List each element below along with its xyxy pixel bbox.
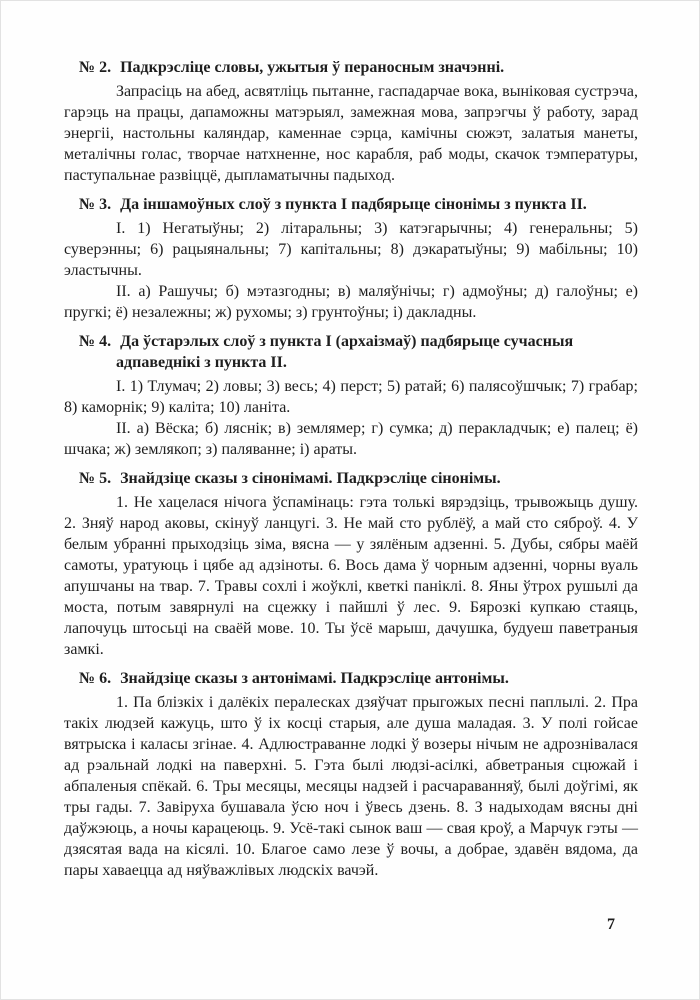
exercise-number: № 4.: [79, 333, 112, 350]
exercise-paragraph: II. а) Вёска; б) ляснік; в) землямер; г) сумка; д) перакладчык; е) палец; ё) шчака; ж) землякоп; з) паляванне; і) араты.: [64, 420, 638, 458]
exercise-title: Знайдзіце сказы з антонімамі. Падкрэсліце антонімы.: [120, 670, 509, 687]
exercise-5: [64, 468, 638, 660]
exercise-number: № 6.: [79, 670, 112, 687]
exercise-3: [64, 194, 638, 323]
exercise-paragraph: I. 1) Негатыўны; 2) літаральны; 3) катэгарычны; 4) генеральны; 5) суверэнны; 6) рацыянальны; 7) капітальны; 8) дэкаратыўны; 9) мабільны; 10) эластычны.: [64, 220, 638, 279]
page-number: 7: [607, 916, 615, 933]
exercise-paragraph: II. а) Рашучы; б) мэтазгодны; в) маляўнічы; г) адмоўны; д) галоўны; е) пругкі; ё) незалежны; ж) рухомы; з) грунтоўны; і) дакладны.: [64, 283, 638, 321]
exercise-6: [64, 668, 638, 881]
page-content: [64, 57, 638, 881]
exercise-2: [64, 57, 638, 186]
exercise-paragraph: 1. Па блізкіх і далёкіх пералесках дзяўчат прыгожых песні паплылі. 2. Пра такіх людзей кажуць, што ў іх косці старыя, але душа маладая. 3. У полі гойсае вятрыска і каласы згінае. 4. Адлюстраванне лодкі ў возеры нічым не адрознівалася ад рэальнай лодкі на паверхні. 5. Гэта былі людзі-асілкі, абветраныя сцюжай і абпаленыя спёкай. 6. Тры месяцы, месяцы надзей і расчараванняў, былі доўгімі, як тры гады. 7. Завіруха бушавала ўсю ноч і ўвесь дзень. 8. З надыходам вясны дні даўжэюць, а ночы карацеюць. 9. Усё-такі сынок ваш — свая кроў, а Марчук гэты — дзясятая вада на кісялі. 10. Благое само лезе ў вочы, а добрае, здавён вядома, да пары хаваецца ад няўважлівых людскіх вачэй.: [64, 694, 638, 879]
exercise-header: [64, 468, 638, 489]
exercise-4: [64, 331, 638, 460]
exercise-header: [64, 668, 638, 689]
exercise-header: [64, 331, 638, 373]
exercise-number: № 5.: [79, 470, 112, 487]
exercise-paragraph: 1. Не хацелася нічога ўспамінаць: гэта толькі вярэдзіць, трывожыць душу. 2. Зняў народ аковы, скінуў ланцугі. 3. Не май сто рублёў, а май сто сяброў. 4. У белым убранні прыходзіць зіма, вясна — у зялёным адзенні. 5. Дубы, сябры маёй самоты, уратуюць і цябе ад адзіноты. 6. Вось дама ў чорным адзенні, чорны вуаль апушчаны на твар. 7. Травы сохлі і жоўклі, кветкі паніклі. 8. Яны ўтрох рушылі да моста, потым завярнулі на сцежку і пайшлі ў лес. 9. Бярозкі купкаю стаяць, лапочуць штосьці на сваёй мове. 10. Ты ўсё марыш, дачушка, будуеш паветраныя замкі.: [64, 494, 638, 658]
exercise-title: Знайдзіце сказы з сінонімамі. Падкрэсліце сінонімы.: [120, 470, 501, 487]
exercise-number: № 3.: [79, 196, 112, 213]
exercise-paragraph: Запрасіць на абед, асвятліць пытанне, гаспадарчае вока, выніковая сустрэча, гарэць на працы, дапаможны матэрыял, замежная мова, запрэгчы ў работу, зарад энергіі, настольны каляндар, каменнае сэрца, камічны сюжэт, залатыя манеты, металічны голас, творчае натхненне, нос карабля, раб моды, скачок тэмпературы, паступальнае развіццё, дыпламатычны падыход.: [64, 83, 638, 184]
exercise-title: Да іншамоўных слоў з пункта I падбярыце сінонімы з пункта II.: [120, 196, 587, 213]
exercise-header: [64, 57, 638, 78]
exercise-paragraph: I. 1) Тлумач; 2) ловы; 3) весь; 4) перст; 5) ратай; 6) палясоўшчык; 7) грабар; 8) каморнік; 9) каліта; 10) ланіта.: [64, 378, 638, 416]
exercise-number: № 2.: [79, 59, 112, 76]
exercise-title: Да ўстарэлых слоў з пункта I (архаізмаў) падбярыце сучасныя адпаведнікі з пункта II.: [116, 333, 574, 371]
exercise-header: [64, 194, 638, 215]
exercise-title: Падкрэсліце словы, ужытыя ў пераносным значэнні.: [120, 59, 505, 76]
